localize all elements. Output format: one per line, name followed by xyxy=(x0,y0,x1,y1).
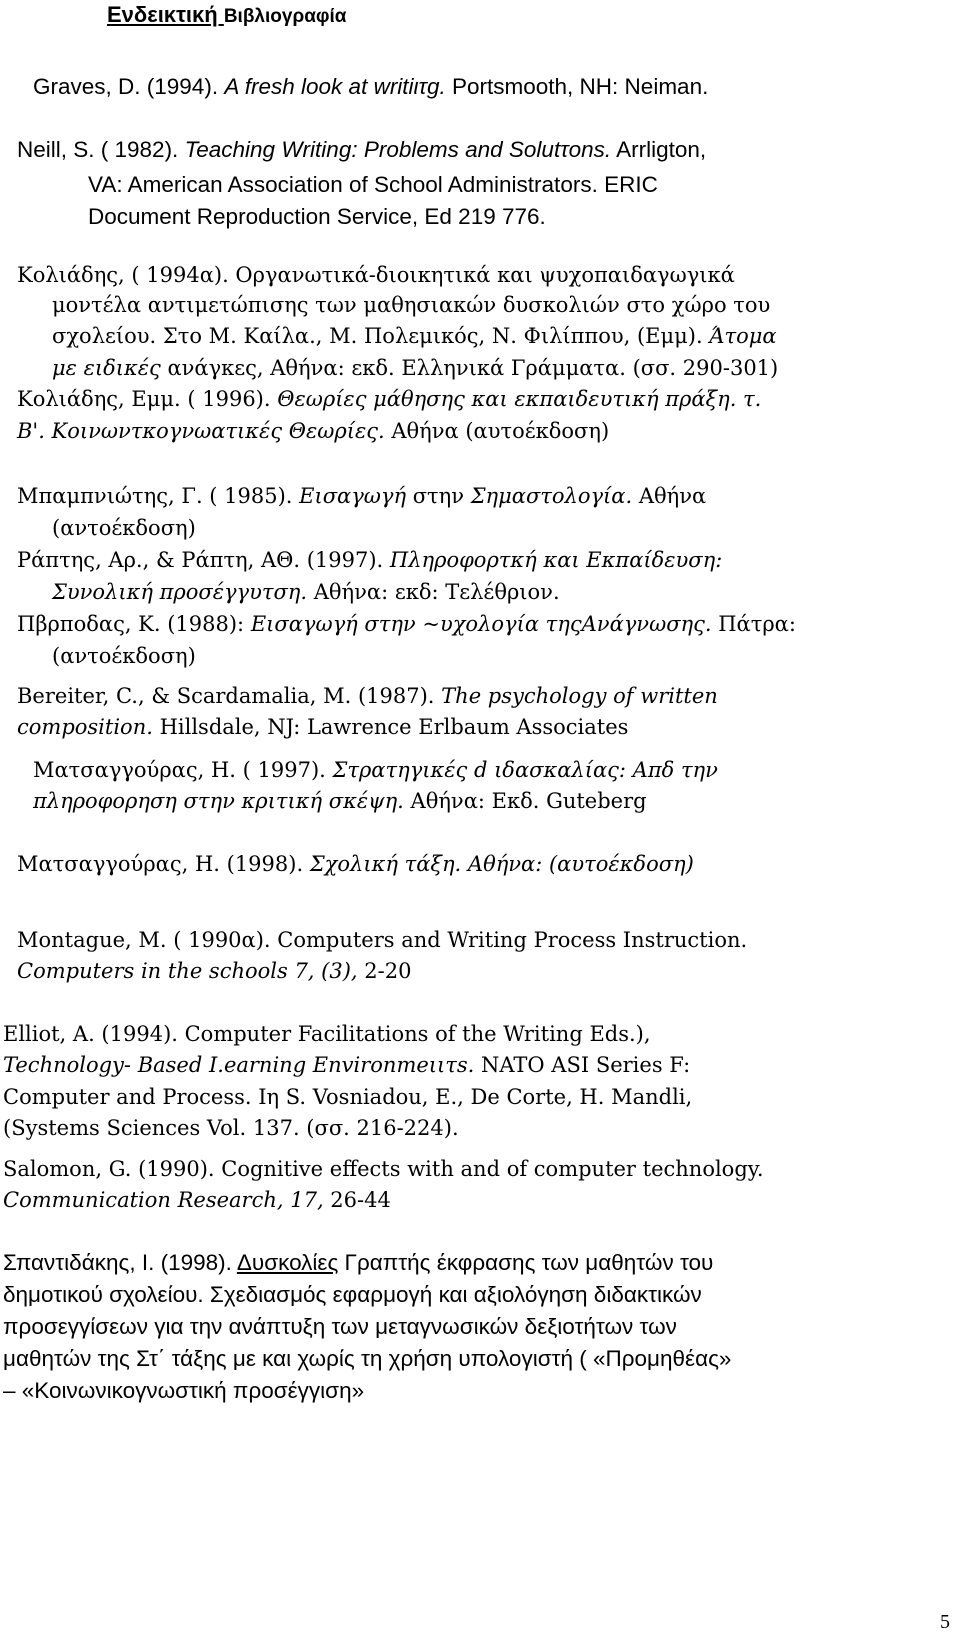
reference-text: Computer and Process. Iη S. Vosniadou, E., De Corte, H. Mandli, xyxy=(3,1085,693,1109)
reference-text: Elliot, A. (1994). Computer Facilitations of the Writing Eds.), xyxy=(3,1022,651,1046)
reference-text: προσεγγίσεων για την ανάπτυξη των μεταγνωσικών δεξιοτήτων των xyxy=(3,1314,677,1339)
reference-line xyxy=(52,641,196,671)
italic-title-text: Technology- Based I.earning Environmeιιτs. xyxy=(3,1053,475,1077)
italic-title-text: Β'. Κοινωντκογνωατικές Θεωρίες. xyxy=(17,419,385,443)
reference-text: Μπαμπνιώτης, Γ. ( 1985). xyxy=(17,484,300,508)
reference-text: σχολείου. Στο Μ. Καίλα., Μ. Πολεμικός, Ν. Φιλίππου, (Εμμ). xyxy=(52,324,710,348)
reference-line xyxy=(17,681,718,711)
italic-title-text: Σημαστολογία. xyxy=(470,484,633,508)
reference-text: μοντέλα αντιμετώπισης των μαθησιακών δυσκολιών στο χώρο του xyxy=(52,293,771,317)
reference-line xyxy=(88,202,546,232)
reference-text: Κολιάδης, Εμμ. ( 1996). xyxy=(17,387,278,411)
reference-line xyxy=(17,384,761,414)
italic-title-text: Εισαγωγή xyxy=(299,484,407,508)
reference-line xyxy=(33,755,718,785)
reference-text: Portsmooth, NH: Neiman. xyxy=(445,74,709,99)
reference-line xyxy=(52,321,777,351)
reference-text: Arrligton, xyxy=(611,137,707,162)
reference-line xyxy=(17,545,722,575)
reference-line xyxy=(52,290,770,320)
italic-title-text: Computers in the schools 7, (3), xyxy=(17,959,358,983)
page-number: 5 xyxy=(940,1611,950,1633)
reference-text: Αθήνα: Εκδ. Guteberg xyxy=(403,789,647,813)
reference-text: Neill, S. ( 1982). xyxy=(17,137,185,162)
reference-line xyxy=(17,849,694,879)
reference-line xyxy=(17,925,747,955)
reference-text: Document Reproduction Service, Ed 219 776. xyxy=(88,204,546,229)
italic-title-text: A fresh look at writiιτg. xyxy=(224,74,446,99)
reference-line xyxy=(17,956,411,986)
reference-text: VA: American Association of School Administrators. ERIC xyxy=(88,172,658,197)
reference-text: Ματσαγγούρας, Η. ( 1997). xyxy=(33,758,333,782)
reference-text: Αθήνα xyxy=(632,484,707,508)
italic-title-text: Στρατηγικές d ιδασκαλίας: Απδ την xyxy=(332,758,718,782)
reference-line xyxy=(3,1248,713,1278)
italic-title-text: The psychology of written xyxy=(441,684,718,708)
italic-title-text: composition. xyxy=(17,715,153,739)
reference-text: (αντοέκδοση) xyxy=(52,644,196,668)
reference-line xyxy=(3,1344,731,1374)
reference-line xyxy=(52,353,778,383)
underlined-text: Δυσκολίες xyxy=(236,1250,339,1275)
reference-line xyxy=(3,1082,692,1112)
reference-line xyxy=(33,72,708,102)
reference-line xyxy=(3,1376,364,1406)
reference-text: Αθήνα (αυτοέκδοση) xyxy=(384,419,610,443)
reference-line xyxy=(17,260,735,290)
reference-text: Πάτρα: xyxy=(711,612,796,636)
reference-line xyxy=(17,609,796,639)
reference-text: Salomon, G. (1990). Cognitive effects with and of computer technology. xyxy=(3,1157,764,1181)
reference-text: Bereiter, C., & Scardamalia, M. (1987). xyxy=(17,684,442,708)
reference-text: (αντοέκδοση) xyxy=(52,516,196,540)
reference-text: Ματσαγγούρας, Η. (1998). xyxy=(17,852,310,876)
reference-line xyxy=(52,513,196,543)
reference-line xyxy=(3,1019,651,1049)
reference-line xyxy=(17,135,706,165)
reference-line xyxy=(52,577,560,607)
heading-sub: Βιβλιογραφία xyxy=(223,6,347,27)
reference-text: ανάγκες, Αθήνα: εκδ. Ελληνικά Γράμματα. (σσ. 290-301) xyxy=(160,356,779,380)
reference-line xyxy=(3,1050,690,1080)
reference-text: NATO ASI Series F: xyxy=(474,1053,691,1077)
reference-text: – «Κοινωνικογνωστική προσέγγιση» xyxy=(3,1378,365,1403)
reference-text: στην xyxy=(406,484,471,508)
reference-text: Σπαντιδάκης, Ι. (1998). xyxy=(3,1250,237,1275)
reference-text: 26-44 xyxy=(323,1188,391,1212)
italic-title-text: πληροφορηση στην κριτική σκέψη. xyxy=(33,789,404,813)
reference-line xyxy=(33,786,647,816)
reference-text: δημοτικού σχολείου. Σχεδιασμός εφαρμογή και αξιολόγηση διδακτικών xyxy=(3,1282,702,1307)
reference-text: μαθητών της Στ΄ τάξης με και χωρίς τη χρήση υπολογιστή ( «Προμηθέας» xyxy=(3,1346,732,1371)
reference-line xyxy=(3,1280,702,1310)
reference-text: Montague, M. ( 1990α). Computers and Writing Process Instruction. xyxy=(17,928,748,952)
reference-line xyxy=(17,712,628,742)
reference-text: Graves, D. (1994). xyxy=(33,74,225,99)
italic-title-text: Teaching Writing: Problems and Solutτons. xyxy=(184,137,612,162)
reference-line xyxy=(17,416,609,446)
reference-text: (Systems Sciences Vol. 137. (σσ. 216-224). xyxy=(3,1116,459,1140)
reference-text: Κολιάδης, ( 1994α). Οργανωτικά-διοικητικά και ψυχοπαιδαγωγικά xyxy=(17,263,735,287)
italic-title-text: Άτομα xyxy=(709,324,777,348)
italic-title-text: Θεωρίες μάθησης και εκπαιδευτική πράξη. τ. xyxy=(277,387,762,411)
reference-line xyxy=(88,170,658,200)
bibliography-heading xyxy=(107,2,346,28)
reference-text: Hillsdale, NJ: Lawrence Erlbaum Associates xyxy=(152,715,629,739)
italic-title-text: με ειδικές xyxy=(52,356,161,380)
italic-title-text: Πληροφορτκή και Εκπαίδευση: xyxy=(389,548,723,572)
reference-text: Αθήνα: εκδ: Τελέθριον. xyxy=(307,580,560,604)
reference-text: Γραπτής έκφρασης των μαθητών του xyxy=(338,1250,714,1275)
italic-title-text: Σχολική τάξη. Αθήνα: (αυτοέκδοση) xyxy=(309,852,694,876)
heading-main: Ενδεικτική xyxy=(107,2,224,27)
reference-text: 2-20 xyxy=(357,959,412,983)
reference-text: Πβρποδας, Κ. (1988): xyxy=(17,612,251,636)
italic-title-text: Communication Research, 17, xyxy=(3,1188,324,1212)
italic-title-text: Συνολική προσέγγυτση. xyxy=(52,580,308,604)
reference-line xyxy=(3,1154,764,1184)
italic-title-text: Εισαγωγή στην ~υχολογία τηςΑνάγνωσης. xyxy=(250,612,712,636)
reference-line xyxy=(3,1113,459,1143)
reference-line xyxy=(3,1312,677,1342)
reference-line xyxy=(17,481,706,511)
reference-text: Ράπτης, Αρ., & Ράπτη, ΑΘ. (1997). xyxy=(17,548,390,572)
reference-line xyxy=(3,1185,391,1215)
